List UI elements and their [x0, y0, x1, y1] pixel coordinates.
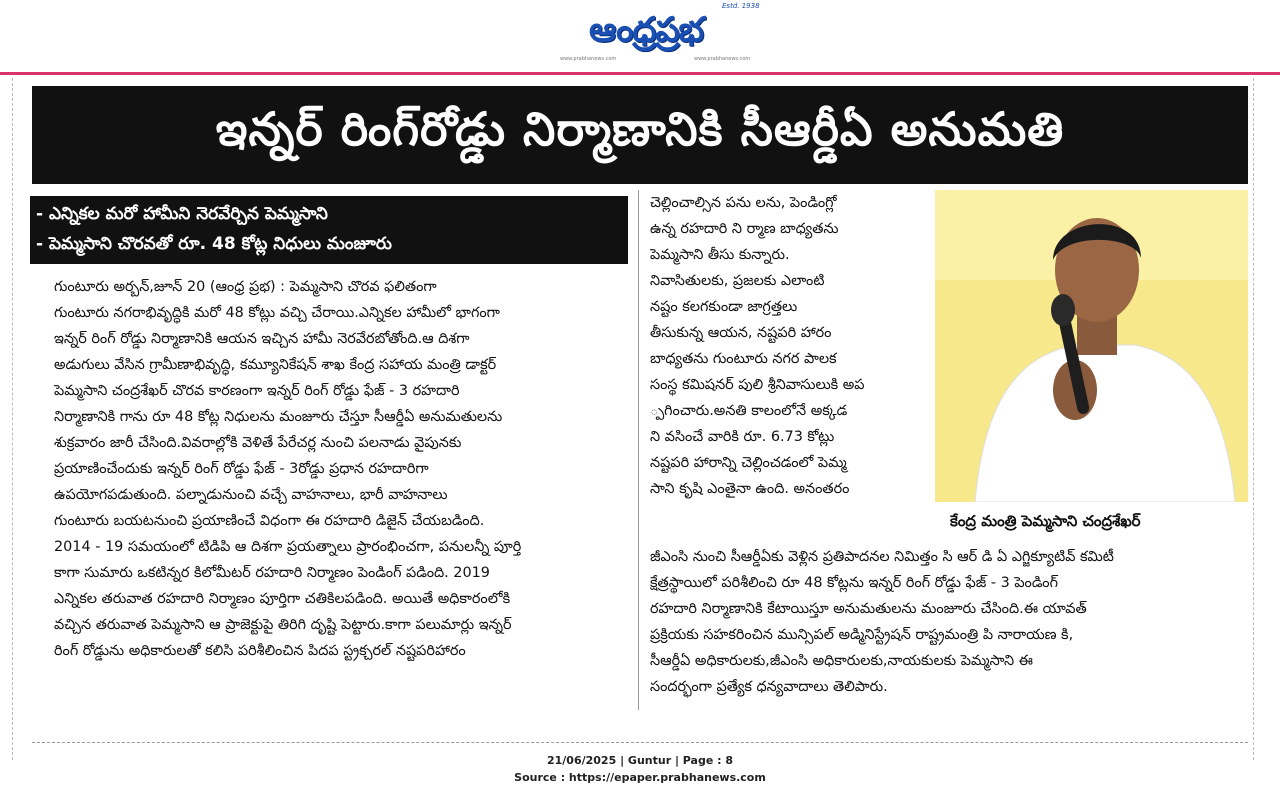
text-line: అడుగులు వేసిన గ్రామీణాభివృద్ధి, కమ్యూనికేషన్ శాఖ కేంద్ర సహాయ మంత్రి డాక్టర్: [54, 357, 497, 373]
text-line: రహదారి నిర్మాణానికి కేటాయిస్తూ అనుమతులను మంజూరు చేసింది.ఈ యావత్: [650, 601, 1087, 617]
photo-caption: కేంద్ర మంత్రి పెమ్మసాని చంద్రశేఖర్: [950, 512, 1141, 530]
text-line: నష్టపరి హారాన్ని చెల్లించడంలో పెమ్మ: [650, 455, 847, 471]
text-line: 2014 - 19 సమయంలో టిడిపి ఆ దిశగా ప్రయత్నాలు ప్రారంభించగా, పనులన్నీ పూర్తి: [54, 539, 522, 555]
text-line: వచ్చిన తరువాత పెమ్మసాని ఆ ప్రాజెక్టుపై తిరిగి దృష్టి పెట్టారు.కాగా పలుమార్లు ఇన్నర్: [54, 617, 512, 633]
text-line: సందర్భంగా ప్రత్యేక ధన్యవాదాలు తెలిపారు.: [650, 679, 888, 695]
article-headline: ఇన్నర్ రింగ్‌రోడ్డు నిర్మాణానికి సీఆర్డీఏ అనుమతి: [215, 102, 1065, 156]
text-line: సీఆర్డీఏ అధికారులకు,జీఎంసి అధికారులకు,నాయకులకు పెమ్మసాని ఈ: [650, 653, 1033, 669]
text-line: పెమ్మసాని తీసు కున్నారు.: [650, 247, 790, 263]
text-line: ఉపయోగపడుతుంది. పల్నాడునుంచి వచ్చే వాహనాలు, భారీ వాహనాలు: [54, 487, 448, 503]
text-line: శుక్రవారం జారీ చేసింది.వివరాల్లోకి వెళితే పేరేచర్ల నుంచి పలనాడు వైపునకు: [54, 435, 462, 451]
footer-date-page: 21/06/2025 | Guntur | Page : 8: [546, 754, 734, 767]
text-line: కాగా సుమారు ఒకటిన్నర కిలోమీటర్ రహదారి నిర్మాణం పెండింగ్ పడింది. 2019: [54, 565, 490, 581]
subhead-2: - పెమ్మసాని చొరవతో రూ. 48 కోట్ల నిధులు మంజూరు: [36, 234, 392, 254]
text-line: సంస్థ కమిషనర్ పులి శ్రీనివాసులుకి అప: [650, 377, 865, 393]
text-line: ఇన్నర్ రింగ్ రోడ్డు నిర్మాణానికి ఆయన ఇచ్చిన హామీ నెరవేరబోతోంది.ఆ దిశగా: [54, 331, 470, 347]
subhead-1: - ఎన్నికల మరో హామీని నెరవేర్చిన పెమ్మసాని: [36, 204, 328, 224]
logo-text: ఆంధ్రప్రభ: [588, 10, 704, 50]
logo-estd: Estd. 1938: [722, 2, 760, 10]
text-line: గుంటూరు నగరాభివృద్ధికి మరో 48 కోట్లు వచ్చి చేరాయి.ఎన్నికల హామీలో భాగంగా: [54, 305, 500, 321]
text-line: బాధ్యతను గుంటూరు నగర పాలక: [650, 351, 837, 367]
minister-photo: [935, 190, 1248, 502]
text-line: రింగ్ రోడ్డును అధికారులతో కలిసి పరిశీలించిన పిదప స్ట్రక్చరల్ నష్టపరిహారం: [54, 643, 466, 659]
person-with-microphone-image: [935, 190, 1248, 502]
text-line: ఎన్నికల తరువాత రహదారి నిర్మాణం పూర్తిగా చతికిలపడింది. అయితే అధికారంలోకి: [54, 591, 511, 607]
text-line: తీసుకున్న ఆయన, నష్టపరి హారం: [650, 325, 832, 341]
text-line: ప్రయాణించేందుకు ఇన్నర్ రింగ్ రోడ్డు ఫేజ్ - 3రోడ్డు ప్రధాన రహదారిగా: [54, 461, 429, 477]
text-line: ని వసించే వారికి రూ. 6.73 కోట్లు: [650, 429, 835, 445]
bottom-rule: [32, 742, 1248, 745]
masthead: [0, 0, 1280, 74]
text-line: ప్రక్రియకు సహకరించిన మున్సిపల్ అడ్మినిస్ట్రేషన్ రాష్ట్రమంత్రి పి నారాయణ కి,: [650, 627, 1074, 643]
text-line: గుంటూరు అర్బన్,జూన్ 20 (ఆంధ్ర ప్రభ) : పెమ్మసాని చొరవ ఫలితంగా: [54, 279, 437, 295]
logo-sub-right: www.prabhanews.com: [694, 56, 751, 62]
footer-source: Source : https://epaper.prabhanews.com: [514, 771, 766, 784]
text-line: క్షేత్రస్థాయిలో పరిశీలించి రూ 48 కోట్లను ఇన్నర్ రింగ్ రోడ్డు ఫేజ్ - 3 పెండింగ్: [650, 575, 1058, 591]
text-line: నివాసితులకు, ప్రజలకు ఎలాంటి: [650, 273, 825, 289]
text-line: సాని కృషి ఎంతైనా ఉంది. అనంతరం: [650, 481, 850, 497]
column-divider: [638, 190, 639, 710]
text-line: గుంటూరు బయటనుంచి ప్రయాణించే విధంగా ఈ రహదారి డిజైన్ చేయబడింది.: [54, 513, 485, 529]
text-line: నష్టం కలగకుండా జాగ్రత్తలు: [650, 299, 798, 315]
text-line: జీఎంసి నుంచి సీఆర్డీఏకు వెళ్లిన ప్రతిపాదనల నిమిత్తం సి ఆర్ డి ఏ ఎగ్జిక్యూటివ్ కమిటీ: [650, 549, 1114, 565]
masthead-divider: [0, 72, 1280, 75]
text-line: నిర్మాణానికి గాను రూ 48 కోట్ల నిధులను మంజూరు చేస్తూ సీఆర్డీఏ అనుమతులను: [54, 409, 503, 425]
text-line: చెల్లించాల్సిన పను లను, పెండింగ్లో: [650, 195, 837, 211]
text-line: ్పగించారు.అనతి కాలంలోనే అక్కడ: [650, 403, 848, 419]
text-line: ఉన్న రహదారి ని ర్మాణ బాధ్యతను: [650, 221, 839, 237]
newspaper-logo: [540, 8, 752, 60]
text-line: పెమ్మసాని చంద్రశేఖర్ చొరవ కారణంగా ఇన్నర్ రింగ్ రోడ్డు ఫేజ్ - 3 రహదారి: [54, 383, 460, 399]
logo-sub-left: www.prabhanews.com: [560, 56, 617, 62]
